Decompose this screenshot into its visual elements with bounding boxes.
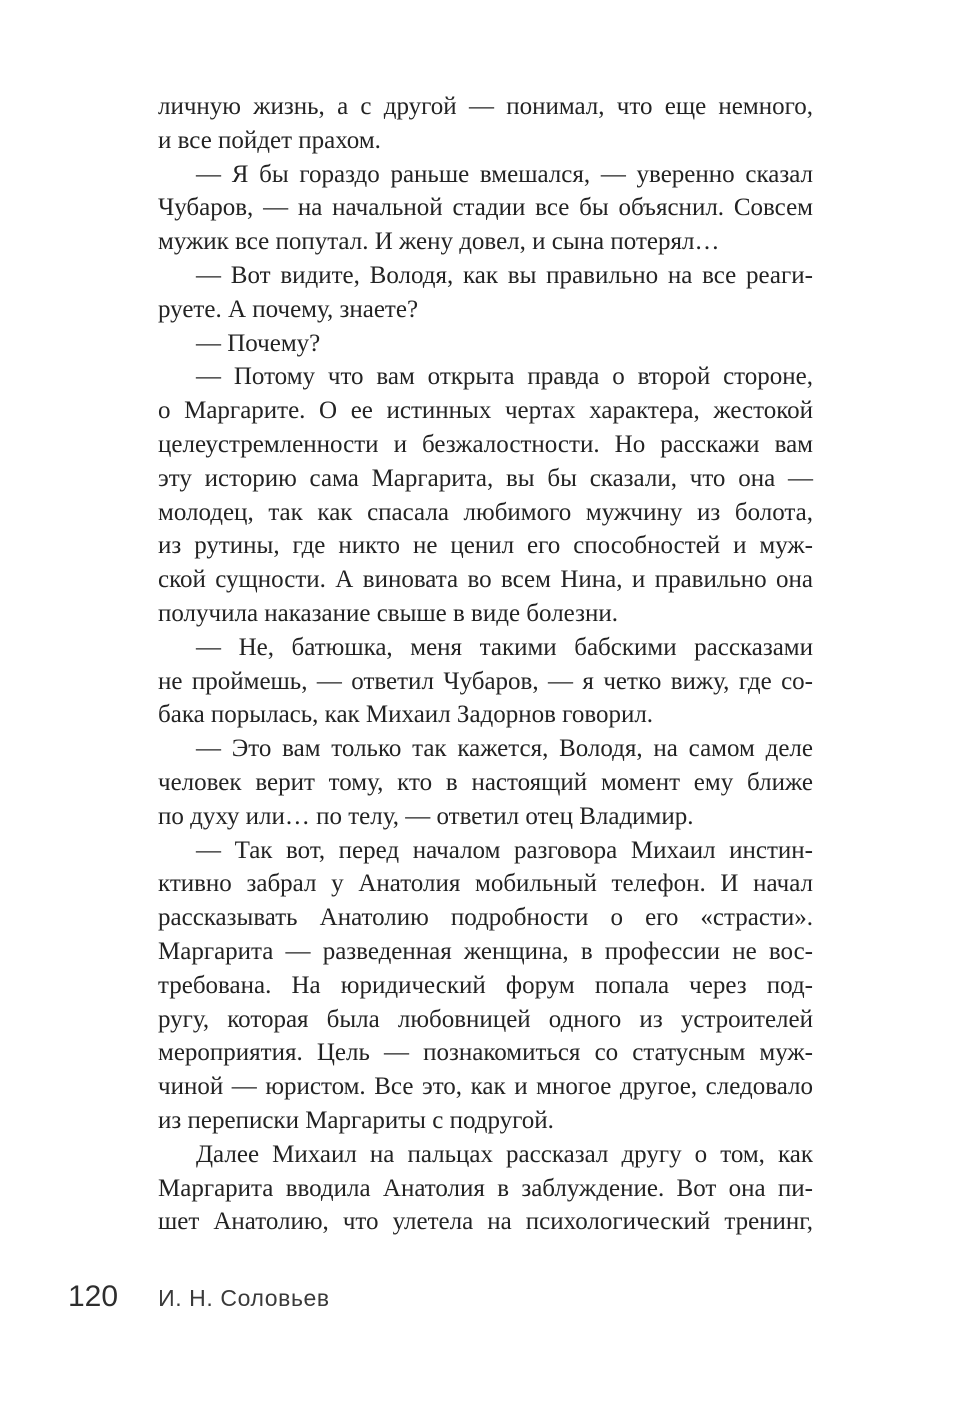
text-line: по духу или… по телу, — ответил отец Владимир. xyxy=(158,802,694,830)
paragraph xyxy=(158,90,813,158)
text-line: — Вот видите, Володя, как вы правильно на все реаги- xyxy=(196,261,813,289)
text-line: из переписки Маргариты с подругой. xyxy=(158,1106,554,1134)
text-line: шет Анатолию, что улетела на психологический тренинг, xyxy=(158,1208,813,1236)
running-footer-author: И. Н. Соловьев xyxy=(158,1285,330,1311)
text-line: и все пойдет прахом. xyxy=(158,126,381,154)
text-line: чиной — юристом. Все это, как и многое другое, следовало xyxy=(158,1073,813,1101)
text-line: — Почему? xyxy=(196,329,321,357)
page-number: 120 xyxy=(68,1280,119,1313)
text-line: руете. А почему, знаете? xyxy=(158,295,419,323)
paragraph xyxy=(158,158,813,259)
text-line: — Не, батюшка, меня такими бабскими рассказами xyxy=(196,633,813,661)
text-line: ктивно забрал у Анатолия мобильный телефон. И начал xyxy=(158,870,813,898)
text-line: получила наказание свыше в виде болезни. xyxy=(158,599,618,627)
text-line: человек верит тому, кто в настоящий момент ему ближе xyxy=(158,768,813,796)
paragraph xyxy=(158,834,813,1138)
text-line: — Потому что вам открыта правда о второй стороне, xyxy=(196,363,813,391)
text-line: Чубаров, — на начальной стадии все бы объяснил. Совсем xyxy=(158,194,813,222)
text-line: Маргарита вводила Анатолия в заблуждение. Вот она пи- xyxy=(158,1174,813,1202)
text-line: рассказывать Анатолию подробности о его «страсти». xyxy=(158,904,813,932)
text-line: — Это вам только так кажется, Володя, на самом деле xyxy=(196,735,813,763)
text-line: бака порылась, как Михаил Задорнов говорил. xyxy=(158,701,654,729)
text-line: о Маргарите. О ее истинных чертах характера, жестокой xyxy=(158,397,813,425)
text-line: ругу, которая была любовницей одного из устроителей xyxy=(158,1005,813,1033)
paragraph xyxy=(158,631,813,732)
paragraph xyxy=(158,360,813,630)
text-line: — Так вот, перед началом разговора Михаил инстин- xyxy=(196,836,813,864)
paragraph xyxy=(158,732,813,833)
paragraph xyxy=(158,327,813,361)
page-footer xyxy=(68,1280,330,1314)
paragraph xyxy=(158,1138,813,1239)
text-line: из рутины, где никто не ценил его способностей и муж- xyxy=(158,532,813,560)
text-line: Далее Михаил на пальцах рассказал другу о том, как xyxy=(196,1140,813,1168)
paragraph xyxy=(158,259,813,327)
text-line: мужик все попутал. И жену довел, и сына потерял… xyxy=(158,228,720,256)
text-line: эту историю сама Маргарита, вы бы сказали, что она — xyxy=(158,464,813,492)
text-line: не проймешь, — ответил Чубаров, — я четко вижу, где со- xyxy=(158,667,813,695)
text-line: Маргарита — разведенная женщина, в профессии не вос- xyxy=(158,937,813,965)
text-line: целеустремленности и безжалостности. Но расскажи вам xyxy=(158,430,813,458)
text-line: — Я бы гораздо раньше вмешался, — уверенно сказал xyxy=(196,160,813,188)
text-line: молодец, так как спасала любимого мужчину из болота, xyxy=(158,498,813,526)
text-line: требована. На юридический форум попала через под- xyxy=(158,971,813,999)
text-line: мероприятия. Цель — познакомиться со статусным муж- xyxy=(158,1039,813,1067)
text-line: личную жизнь, а с другой — понимал, что еще немного, xyxy=(158,93,813,120)
text-line: ской сущности. А виновата во всем Нина, и правильно она xyxy=(158,566,813,594)
page-text xyxy=(158,90,813,1239)
